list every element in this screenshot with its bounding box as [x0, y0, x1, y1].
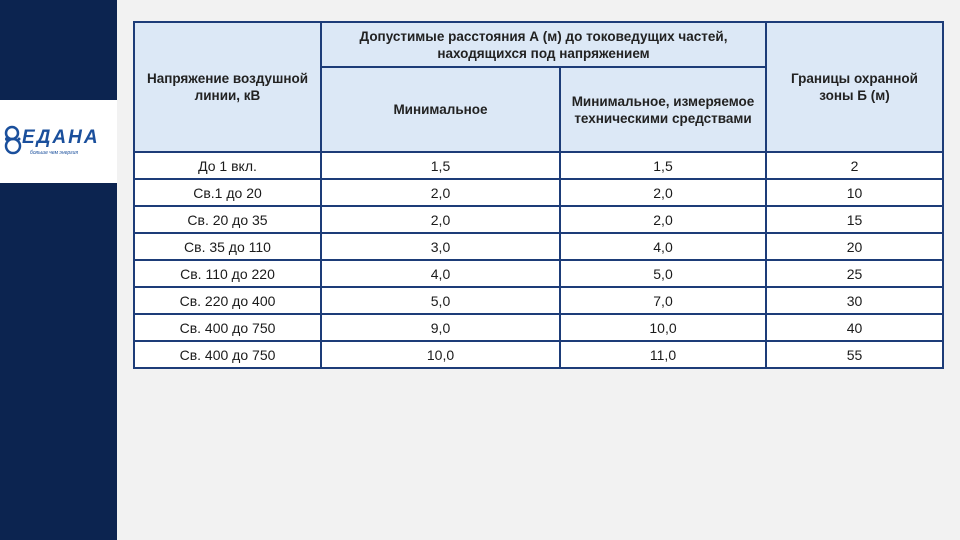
table-row	[134, 206, 943, 233]
ornate-b-icon	[3, 124, 23, 156]
cell-zone: 30	[766, 287, 943, 314]
table-row	[134, 287, 943, 314]
header-minimal: Минимальное	[321, 67, 560, 152]
header-voltage: Напряжение воздушной линии, кВ	[134, 22, 321, 152]
sidebar	[0, 0, 117, 540]
cell-zone: 55	[766, 341, 943, 368]
table-row	[134, 260, 943, 287]
cell-minimal: 4,0	[321, 260, 560, 287]
logo-text: ЕДАНА	[22, 127, 100, 148]
cell-voltage: До 1 вкл.	[134, 152, 321, 179]
cell-minimal: 9,0	[321, 314, 560, 341]
cell-voltage: Св. 35 до 110	[134, 233, 321, 260]
cell-voltage: Св.1 до 20	[134, 179, 321, 206]
cell-minimal-measured: 2,0	[560, 179, 766, 206]
cell-minimal: 1,5	[321, 152, 560, 179]
cell-zone: 40	[766, 314, 943, 341]
header-distances-group: Допустимые расстояния А (м) до токоведущих частей, находящихся под напряжением	[321, 22, 766, 67]
cell-minimal-measured: 11,0	[560, 341, 766, 368]
cell-voltage: Св. 110 до 220	[134, 260, 321, 287]
logo-tagline: больше чем энергия	[30, 150, 79, 156]
cell-minimal-measured: 7,0	[560, 287, 766, 314]
cell-voltage: Св. 220 до 400	[134, 287, 321, 314]
table-row	[134, 179, 943, 206]
header-zone: Границы охранной зоны Б (м)	[766, 22, 943, 152]
cell-minimal: 3,0	[321, 233, 560, 260]
cell-zone: 2	[766, 152, 943, 179]
cell-minimal-measured: 4,0	[560, 233, 766, 260]
cell-minimal-measured: 1,5	[560, 152, 766, 179]
cell-voltage: Св. 400 до 750	[134, 314, 321, 341]
cell-minimal: 2,0	[321, 206, 560, 233]
cell-minimal-measured: 10,0	[560, 314, 766, 341]
cell-voltage: Св. 400 до 750	[134, 341, 321, 368]
cell-zone: 10	[766, 179, 943, 206]
table-row	[134, 233, 943, 260]
cell-zone: 25	[766, 260, 943, 287]
header-minimal-measured: Минимальное, измеряемое техническими средствами	[560, 67, 766, 152]
table-row	[134, 341, 943, 368]
cell-minimal-measured: 5,0	[560, 260, 766, 287]
cell-minimal: 5,0	[321, 287, 560, 314]
table-row	[134, 152, 943, 179]
cell-minimal: 10,0	[321, 341, 560, 368]
table-row	[134, 314, 943, 341]
cell-voltage: Св. 20 до 35	[134, 206, 321, 233]
cell-minimal: 2,0	[321, 179, 560, 206]
cell-zone: 20	[766, 233, 943, 260]
cell-zone: 15	[766, 206, 943, 233]
cell-minimal-measured: 2,0	[560, 206, 766, 233]
distances-table	[133, 21, 944, 369]
